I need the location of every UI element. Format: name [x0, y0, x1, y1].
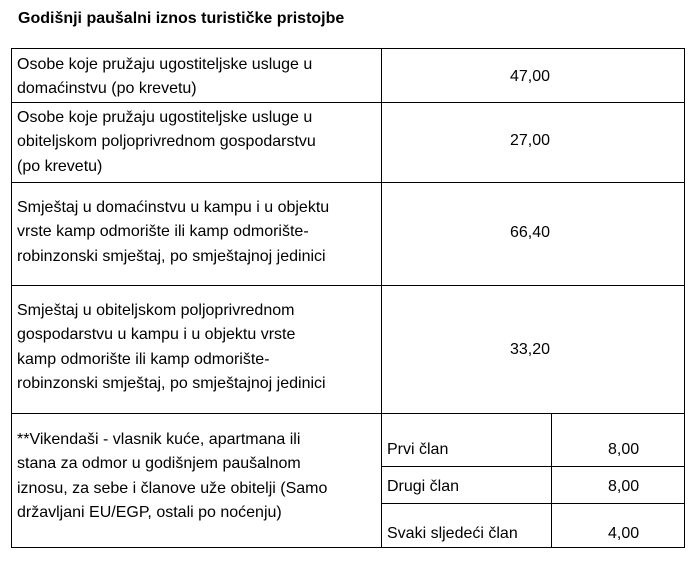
- row-amount: 47,00: [510, 68, 551, 85]
- description-line: Smještaj u obiteljskom poljoprivrednom: [17, 302, 295, 319]
- description-line: Smještaj u domaćinstvu u kampu i u objektu: [17, 199, 330, 216]
- row-description: [17, 299, 326, 396]
- member-column-divider: [551, 413, 552, 548]
- row-description: [17, 106, 316, 179]
- member-amount: 4,00: [608, 525, 640, 542]
- row-divider: [11, 413, 685, 414]
- description-line: gospodarstvu u kampu i u objektu vrste: [17, 326, 296, 344]
- vikendasi-description: [17, 428, 327, 525]
- row-description: [17, 53, 312, 102]
- description-line: državljani EU/EGP, ostali po noćenju): [17, 503, 282, 521]
- row-divider: [11, 285, 685, 286]
- description-line: Osobe koje pružaju ugostiteljske usluge u: [17, 109, 313, 126]
- row-amount: 66,40: [510, 224, 551, 241]
- description-line: robinzonski smještaj, po smještajnoj jedinici: [17, 374, 326, 392]
- description-line: (po krevetu): [17, 157, 103, 175]
- row-description: [17, 196, 329, 269]
- member-amount: 8,00: [608, 478, 640, 495]
- description-line: domaćinstvu (po krevetu): [17, 80, 197, 98]
- member-row-divider: [381, 466, 685, 467]
- row-amount: 27,00: [510, 132, 551, 149]
- description-line: Osobe koje pružaju ugostiteljske usluge u: [17, 56, 313, 73]
- member-label: Svaki sljedeći član: [387, 525, 518, 542]
- row-divider: [11, 102, 685, 103]
- member-row-divider: [381, 503, 685, 504]
- row-divider: [11, 182, 685, 183]
- description-line: obiteljskom poljoprivrednom gospodarstvu: [17, 133, 316, 151]
- page-title: Godišnji paušalni iznos turističke pristojbe: [18, 10, 345, 27]
- description-line: vrste kamp odmorište ili kamp odmorište-: [17, 223, 309, 241]
- member-label: Prvi član: [387, 441, 449, 458]
- member-label: Drugi član: [387, 478, 460, 495]
- description-line: stana za odmor u godišnjem paušalnom: [17, 455, 301, 473]
- row-amount: 33,20: [510, 341, 551, 358]
- description-line: iznosu, za sebe i članove uže obitelji (Samo: [17, 479, 328, 497]
- description-line: robinzonski smještaj, po smještajnoj jedinici: [17, 247, 326, 265]
- description-line: **Vikendaši - vlasnik kuće, apartmana ili: [17, 431, 301, 448]
- column-divider: [381, 48, 382, 548]
- description-line: kamp odmorište ili kamp odmorište-: [17, 350, 270, 368]
- member-amount: 8,00: [608, 441, 640, 458]
